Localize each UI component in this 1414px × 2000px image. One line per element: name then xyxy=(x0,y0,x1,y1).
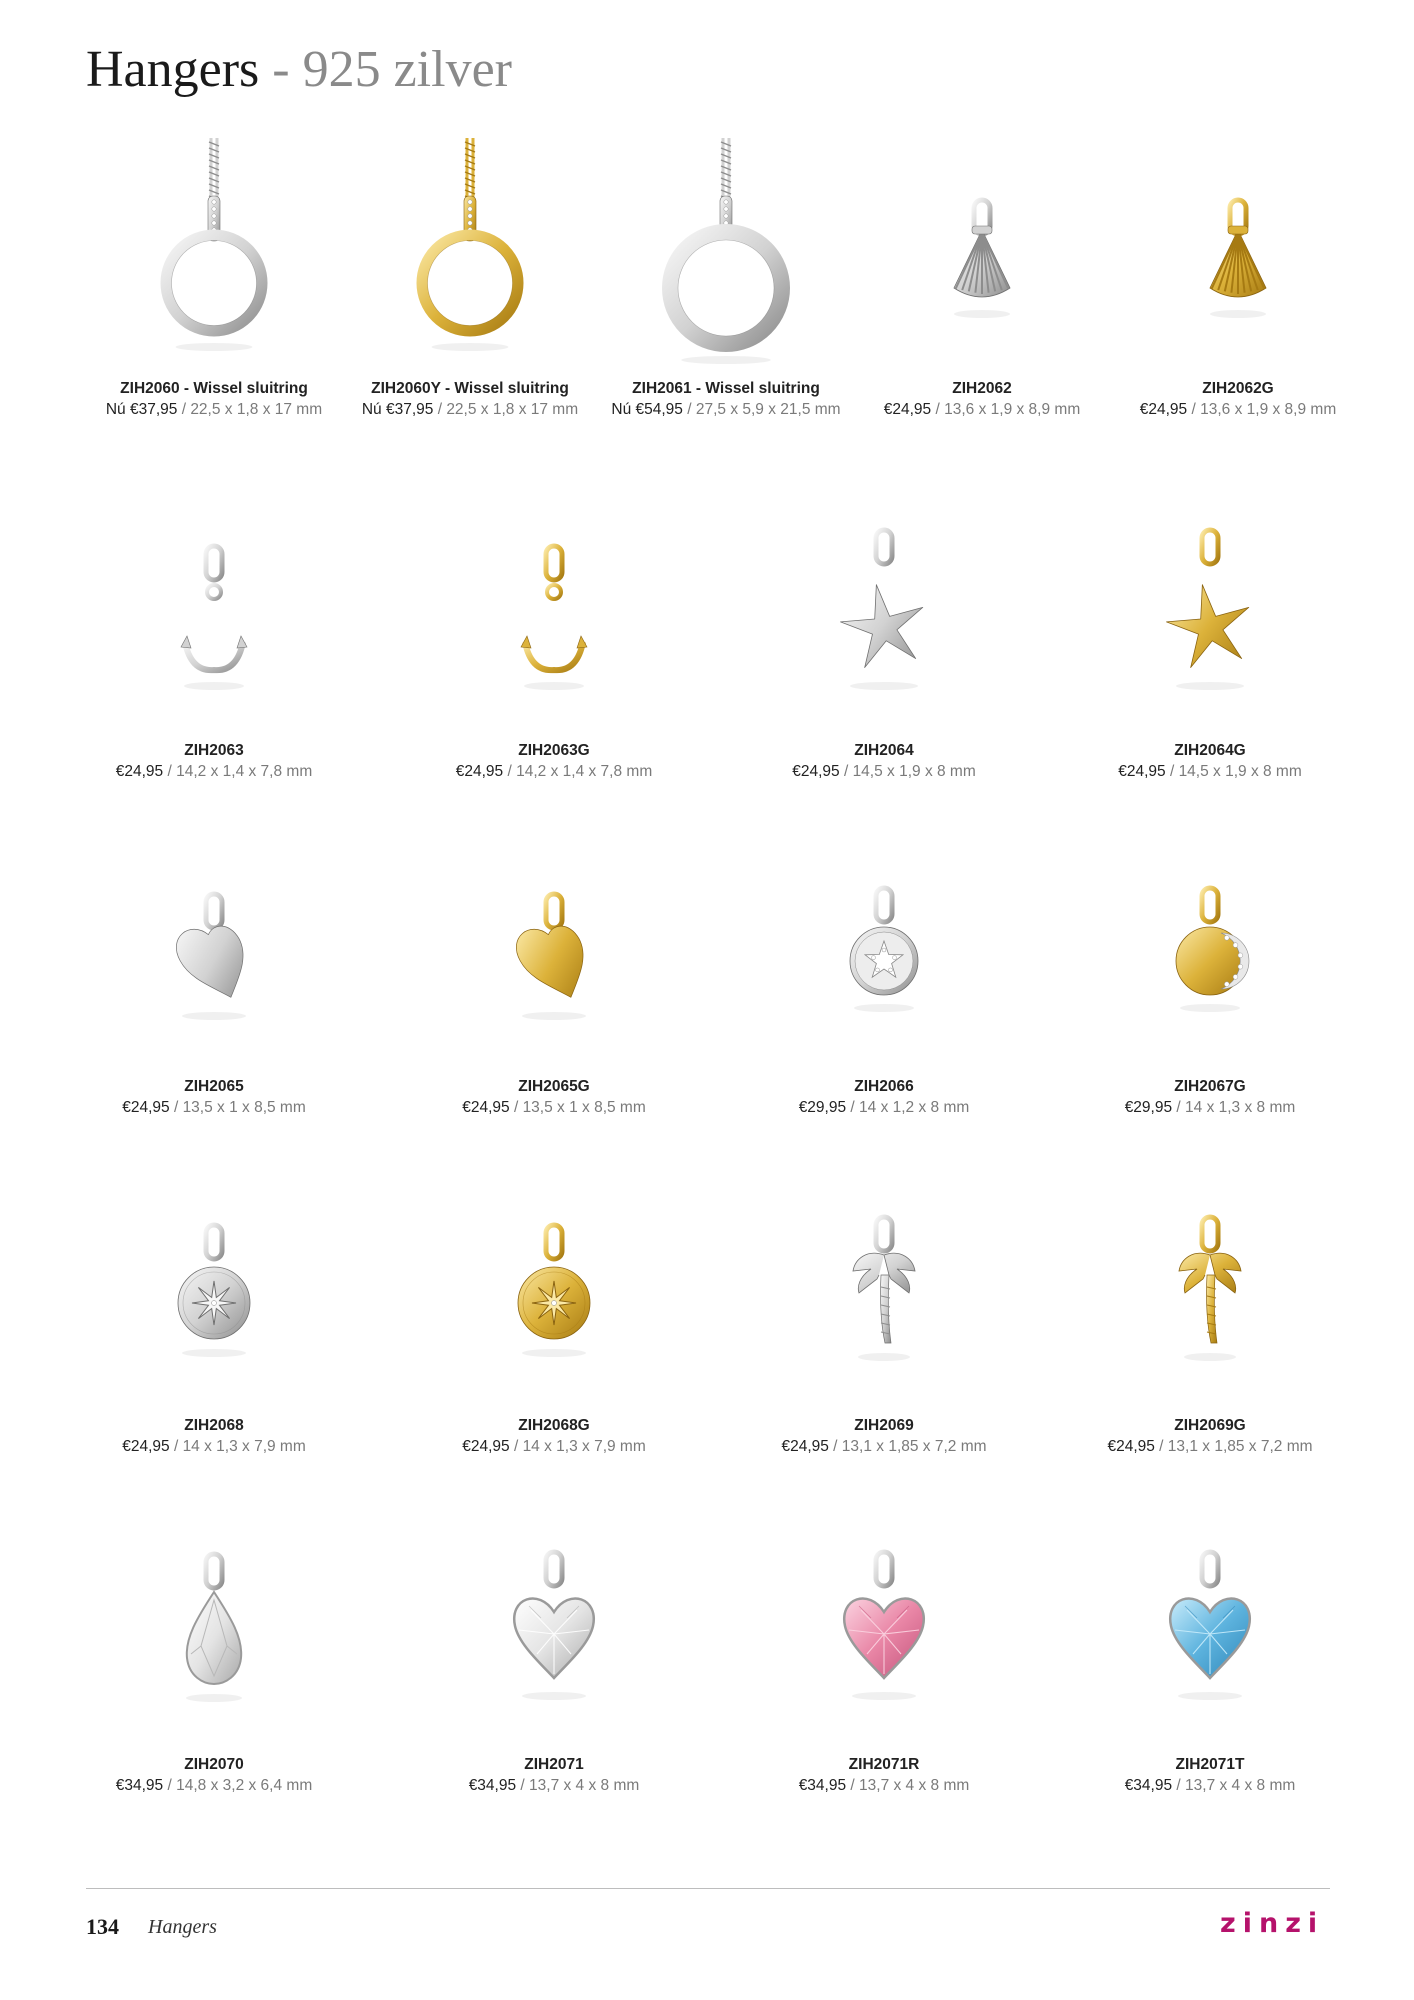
gold-anchor-pendant-icon xyxy=(479,500,629,730)
product-dimensions: 22,5 x 1,8 x 17 mm xyxy=(446,401,579,418)
product-price: €24,95 xyxy=(115,763,164,780)
product-dimensions: 13,7 x 4 x 8 mm xyxy=(1185,1777,1296,1794)
product-price: €24,95 xyxy=(1118,763,1166,780)
product-code: ZIH2060 - Wissel sluitring xyxy=(120,380,308,397)
product-dimensions: 13,5 x 1 x 8,5 mm xyxy=(182,1099,306,1116)
product-dimensions: 13,1 x 1,85 x 7,2 mm xyxy=(1167,1438,1313,1455)
product-row xyxy=(0,836,1414,1136)
product-card xyxy=(79,500,349,800)
product-price: Nú €54,95 xyxy=(611,401,683,418)
gold-moon-coin-pendant-icon xyxy=(1135,836,1285,1066)
silver-palm-tree-pendant-icon xyxy=(809,1175,959,1405)
page-number: 134 xyxy=(86,1914,119,1939)
silver-star-coin-pendant-icon xyxy=(809,836,959,1066)
gold-heart-pendant-icon xyxy=(479,836,629,1066)
product-price: €24,95 xyxy=(122,1438,170,1455)
product-price-line xyxy=(1103,399,1373,420)
price-separator: / xyxy=(1187,401,1201,418)
product-caption xyxy=(749,740,1019,782)
product-dimensions: 14,5 x 1,9 x 8 mm xyxy=(1178,763,1302,780)
product-price: €34,95 xyxy=(1124,1777,1173,1794)
product-price-line xyxy=(419,1775,689,1796)
product-price: Nú €37,95 xyxy=(105,401,178,418)
product-caption xyxy=(419,1076,689,1118)
price-separator: / xyxy=(509,1438,523,1455)
product-card xyxy=(1075,1175,1345,1475)
product-price: €24,95 xyxy=(462,1438,510,1455)
product-card xyxy=(419,1175,689,1475)
product-dimensions: 13,1 x 1,85 x 7,2 mm xyxy=(841,1438,987,1455)
product-dimensions: 14,2 x 1,4 x 7,8 mm xyxy=(176,763,313,780)
price-separator: / xyxy=(503,763,517,780)
product-price: €29,95 xyxy=(798,1099,847,1116)
product-price: €34,95 xyxy=(468,1777,517,1794)
title-dash: - xyxy=(272,41,290,98)
product-code: ZIH2062G xyxy=(1202,380,1274,397)
product-dimensions: 14,8 x 3,2 x 6,4 mm xyxy=(176,1777,313,1794)
title-subtitle: 925 zilver xyxy=(302,41,512,98)
product-price: €24,95 xyxy=(122,1099,170,1116)
product-price-line xyxy=(749,1436,1019,1457)
product-card xyxy=(847,138,1117,438)
product-price: €24,95 xyxy=(781,1438,829,1455)
pink-heart-gem-pendant-icon xyxy=(809,1514,959,1744)
product-price-line xyxy=(79,1436,349,1457)
product-card xyxy=(419,500,689,800)
product-price-line xyxy=(591,399,861,420)
product-dimensions: 14 x 1,2 x 8 mm xyxy=(859,1099,970,1116)
price-separator: / xyxy=(169,1438,183,1455)
product-code: ZIH2063G xyxy=(518,742,590,759)
footer-section-label: Hangers xyxy=(148,1916,217,1938)
product-card xyxy=(79,1175,349,1475)
product-caption xyxy=(749,1754,1019,1796)
product-price: €34,95 xyxy=(798,1777,847,1794)
product-price-line xyxy=(79,399,349,420)
price-separator: / xyxy=(1172,1777,1186,1794)
title-main: Hangers xyxy=(86,41,260,98)
product-caption xyxy=(1075,1754,1345,1796)
product-card xyxy=(749,836,1019,1136)
product-caption xyxy=(749,1415,1019,1457)
gold-compass-coin-pendant-icon xyxy=(479,1175,629,1405)
price-separator: / xyxy=(433,401,447,418)
product-caption xyxy=(847,378,1117,420)
product-caption xyxy=(79,1415,349,1457)
product-caption xyxy=(335,378,605,420)
product-price-line xyxy=(749,761,1019,782)
large-silver-ring-pendant-icon xyxy=(651,138,801,368)
price-separator: / xyxy=(1172,1099,1186,1116)
clear-drop-gem-pendant-icon xyxy=(139,1514,289,1744)
product-card xyxy=(335,138,605,438)
blue-heart-gem-pendant-icon xyxy=(1135,1514,1285,1744)
brand-logo: zinzi xyxy=(1220,1908,1325,1939)
product-price-line xyxy=(79,1775,349,1796)
product-price-line xyxy=(749,1097,1019,1118)
price-separator: / xyxy=(169,1099,183,1116)
product-price-line xyxy=(79,1097,349,1118)
price-separator: / xyxy=(516,1777,530,1794)
product-price-line xyxy=(419,1097,689,1118)
price-separator: / xyxy=(846,1099,860,1116)
price-separator: / xyxy=(828,1438,842,1455)
gold-starfish-pendant-icon xyxy=(1135,500,1285,730)
product-price: €24,95 xyxy=(883,401,932,418)
product-card xyxy=(1075,500,1345,800)
product-dimensions: 13,7 x 4 x 8 mm xyxy=(859,1777,970,1794)
product-price: €29,95 xyxy=(1124,1099,1173,1116)
product-code: ZIH2064 xyxy=(854,742,914,759)
product-dimensions: 13,7 x 4 x 8 mm xyxy=(529,1777,640,1794)
gold-palm-tree-pendant-icon xyxy=(1135,1175,1285,1405)
price-separator: / xyxy=(177,401,191,418)
product-row xyxy=(0,500,1414,800)
product-dimensions: 13,6 x 1,9 x 8,9 mm xyxy=(944,401,1081,418)
product-code: ZIH2068G xyxy=(518,1417,590,1434)
product-price-line xyxy=(1075,1097,1345,1118)
product-caption xyxy=(419,1754,689,1796)
product-price-line xyxy=(1075,1775,1345,1796)
product-row xyxy=(0,138,1414,438)
product-code: ZIH2069G xyxy=(1174,1417,1246,1434)
product-code: ZIH2069 xyxy=(854,1417,914,1434)
gold-ring-pendant-icon xyxy=(395,138,545,368)
product-code: ZIH2060Y - Wissel sluitring xyxy=(371,380,569,397)
product-card xyxy=(1075,836,1345,1136)
product-code: ZIH2066 xyxy=(854,1078,914,1095)
product-code: ZIH2064G xyxy=(1174,742,1246,759)
product-card xyxy=(79,836,349,1136)
silver-ring-pendant-icon xyxy=(139,138,289,368)
price-separator: / xyxy=(839,763,853,780)
product-card xyxy=(1103,138,1373,438)
product-price: €24,95 xyxy=(792,763,840,780)
page-title xyxy=(86,40,512,100)
product-code: ZIH2065 xyxy=(184,1078,244,1095)
product-row xyxy=(0,1175,1414,1475)
price-separator: / xyxy=(163,763,177,780)
product-code: ZIH2071 xyxy=(524,1756,584,1773)
price-separator: / xyxy=(846,1777,860,1794)
product-card xyxy=(79,1514,349,1814)
product-price-line xyxy=(749,1775,1019,1796)
product-dimensions: 13,5 x 1 x 8,5 mm xyxy=(522,1099,646,1116)
gold-shell-pendant-icon xyxy=(1163,138,1313,368)
product-code: ZIH2063 xyxy=(184,742,244,759)
product-price: €24,95 xyxy=(1139,401,1188,418)
product-code: ZIH2071T xyxy=(1175,1756,1245,1773)
product-price: €24,95 xyxy=(1107,1438,1155,1455)
product-code: ZIH2068 xyxy=(184,1417,244,1434)
product-caption xyxy=(419,1415,689,1457)
product-caption xyxy=(79,1754,349,1796)
product-card xyxy=(1075,1514,1345,1814)
product-code: ZIH2071R xyxy=(848,1756,920,1773)
product-dimensions: 14,5 x 1,9 x 8 mm xyxy=(852,763,976,780)
price-separator: / xyxy=(509,1099,523,1116)
price-separator: / xyxy=(1154,1438,1168,1455)
product-row xyxy=(0,1514,1414,1814)
product-price: €34,95 xyxy=(115,1777,164,1794)
product-price-line xyxy=(847,399,1117,420)
product-price-line xyxy=(419,761,689,782)
product-dimensions: 14 x 1,3 x 7,9 mm xyxy=(522,1438,646,1455)
product-caption xyxy=(749,1076,1019,1118)
product-caption xyxy=(591,378,861,420)
product-card xyxy=(749,1514,1019,1814)
product-card xyxy=(591,138,861,438)
product-price-line xyxy=(419,1436,689,1457)
product-code: ZIH2065G xyxy=(518,1078,590,1095)
product-price-line xyxy=(1075,761,1345,782)
product-dimensions: 14 x 1,3 x 8 mm xyxy=(1185,1099,1296,1116)
product-dimensions: 27,5 x 5,9 x 21,5 mm xyxy=(695,401,841,418)
price-separator: / xyxy=(931,401,945,418)
product-dimensions: 22,5 x 1,8 x 17 mm xyxy=(190,401,323,418)
footer-divider xyxy=(86,1888,1330,1889)
product-card xyxy=(419,1514,689,1814)
price-separator: / xyxy=(682,401,696,418)
product-code: ZIH2070 xyxy=(184,1756,244,1773)
silver-starfish-pendant-icon xyxy=(809,500,959,730)
product-caption xyxy=(79,740,349,782)
product-caption xyxy=(1075,1076,1345,1118)
product-price: €24,95 xyxy=(462,1099,510,1116)
product-card xyxy=(749,1175,1019,1475)
product-code: ZIH2062 xyxy=(952,380,1012,397)
product-card xyxy=(749,500,1019,800)
product-card xyxy=(419,836,689,1136)
product-caption xyxy=(79,1076,349,1118)
price-separator: / xyxy=(163,1777,177,1794)
silver-anchor-pendant-icon xyxy=(139,500,289,730)
product-code: ZIH2061 - Wissel sluitring xyxy=(632,380,820,397)
price-separator: / xyxy=(1165,763,1179,780)
product-price-line xyxy=(79,761,349,782)
product-dimensions: 13,6 x 1,9 x 8,9 mm xyxy=(1200,401,1337,418)
silver-compass-coin-pendant-icon xyxy=(139,1175,289,1405)
product-caption xyxy=(1075,740,1345,782)
product-code: ZIH2067G xyxy=(1174,1078,1246,1095)
product-caption xyxy=(1075,1415,1345,1457)
product-price: €24,95 xyxy=(455,763,504,780)
product-price-line xyxy=(1075,1436,1345,1457)
product-card xyxy=(79,138,349,438)
silver-heart-pendant-icon xyxy=(139,836,289,1066)
silver-shell-pendant-icon xyxy=(907,138,1057,368)
product-caption xyxy=(1103,378,1373,420)
clear-heart-gem-pendant-icon xyxy=(479,1514,629,1744)
product-caption xyxy=(79,378,349,420)
product-dimensions: 14,2 x 1,4 x 7,8 mm xyxy=(516,763,653,780)
product-caption xyxy=(419,740,689,782)
product-price: Nú €37,95 xyxy=(361,401,434,418)
product-price-line xyxy=(335,399,605,420)
product-dimensions: 14 x 1,3 x 7,9 mm xyxy=(182,1438,306,1455)
